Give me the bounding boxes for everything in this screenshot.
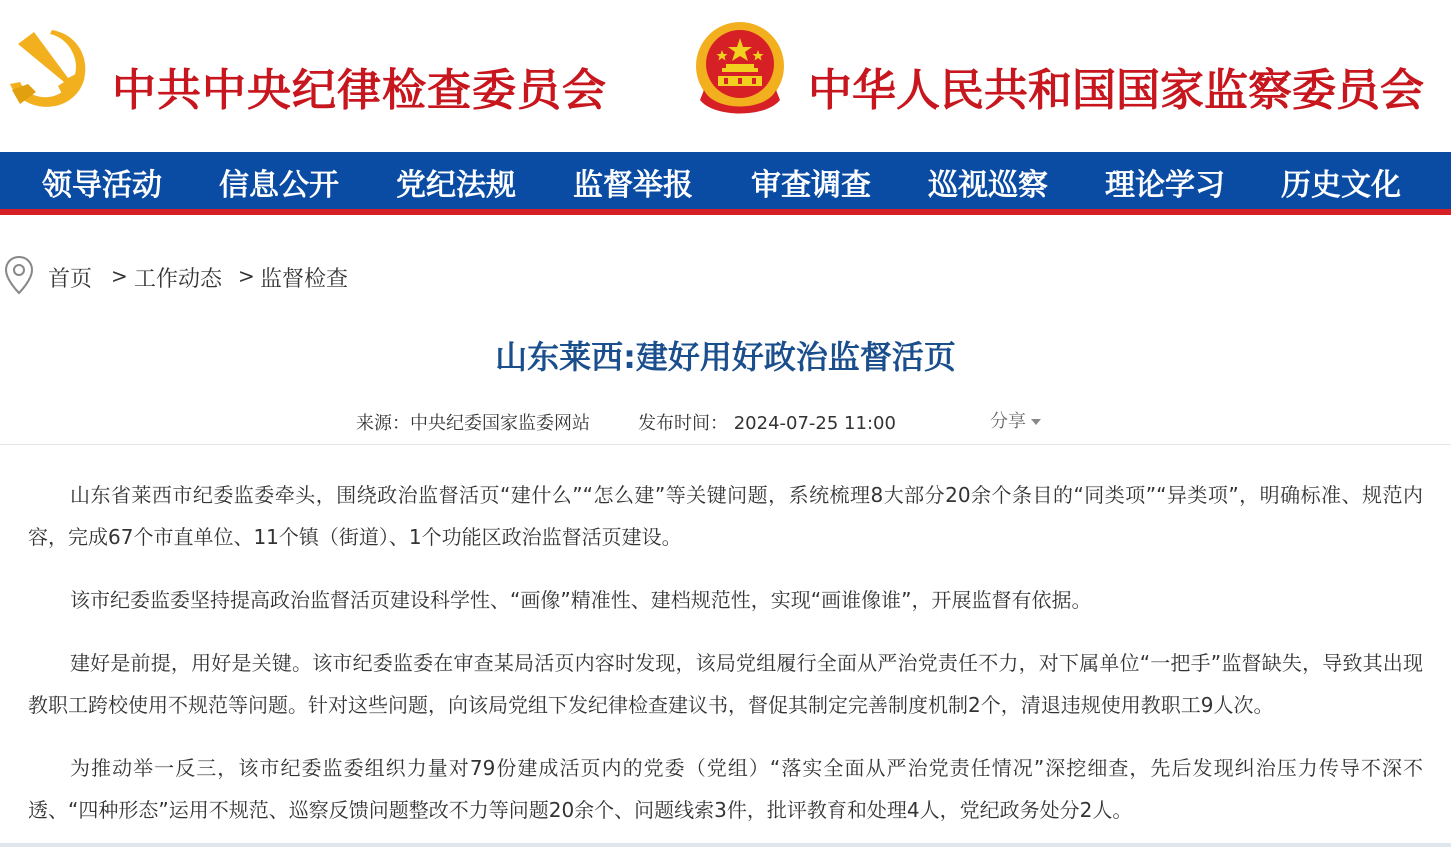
share-button[interactable] <box>990 407 1041 433</box>
nav-item-leadership[interactable]: 领导活动 <box>42 168 162 203</box>
article-paragraph: 建好是前提，用好是关键。该市纪委监委在审查某局活页内容时发现，该局党组履行全面从严治党责任不力，对下属单位“一把手”监督缺失，导致其出现教职工跨校使用不规范等问题。针对这些问题，向该局党组下发纪律检查建议书，督促其制定完善制度机制2个，清退违规使用教职工9人次。 <box>28 651 1423 717</box>
breadcrumb-separator: > <box>238 264 255 288</box>
breadcrumb-home[interactable]: 首页 <box>48 267 93 292</box>
nav-item-investigation[interactable]: 审查调查 <box>751 168 871 203</box>
nav-item-history[interactable]: 历史文化 <box>1281 168 1401 203</box>
article-publish-time: 发布时间： 2024-07-25 11:00 <box>638 413 896 434</box>
site-header <box>0 0 1451 150</box>
divider <box>0 444 1451 445</box>
main-nav <box>0 152 1451 209</box>
nav-item-inspection[interactable]: 巡视巡察 <box>928 168 1048 203</box>
nav-item-info[interactable]: 信息公开 <box>219 168 339 203</box>
article-paragraph: 为推动举一反三，该市纪委监委组织力量对79份建成活页内的党委（党组）“落实全面从严治党责任情况”深挖细查，先后发现纠治压力传导不深不透、“四种形态”运用不规范、巡察反馈问题整改不力等问题20余个、问题线索3件，批评教育和处理4人，党纪政务处分2人。 <box>28 756 1423 822</box>
article-body <box>28 474 1423 852</box>
nsc-title: 中华人民共和国国家监察委员会 <box>808 65 1424 116</box>
hammer-sickle-icon <box>6 24 90 112</box>
breadcrumb-supervision[interactable]: 监督检查 <box>260 267 349 292</box>
nav-item-regulations[interactable]: 党纪法规 <box>396 168 516 203</box>
breadcrumb <box>0 255 600 299</box>
nav-accent-bar <box>0 209 1451 215</box>
share-label: 分享 <box>990 411 1026 432</box>
location-pin-icon <box>4 255 34 295</box>
article-paragraph: 该市纪委监委坚持提高政治监督活页建设科学性、“画像”精准性、建档规范性，实现“画谁像谁”，开展监督有依据。 <box>70 588 1092 612</box>
breadcrumb-separator: > <box>111 264 128 288</box>
nav-item-report[interactable]: 监督举报 <box>573 168 693 203</box>
article-paragraph: 山东省莱西市纪委监委牵头，围绕政治监督活页“建什么”“怎么建”等关键问题，系统梳理8大部分20余个条目的“同类项”“异类项”，明确标准、规范内容，完成67个市直单位、11个镇（街道）、1个功能区政治监督活页建设。 <box>28 483 1423 549</box>
window-bottom-edge <box>0 843 1451 847</box>
article-source: 来源：中央纪委国家监委网站 <box>356 413 590 434</box>
cpc-ccdi-title: 中共中央纪律检查委员会 <box>112 65 607 116</box>
national-emblem-icon <box>694 20 786 118</box>
article-title: 山东莱西:建好用好政治监督活页 <box>495 338 956 376</box>
caret-down-icon <box>1031 419 1041 425</box>
breadcrumb-work-news[interactable]: 工作动态 <box>134 267 223 292</box>
nav-item-theory[interactable]: 理论学习 <box>1105 168 1225 203</box>
